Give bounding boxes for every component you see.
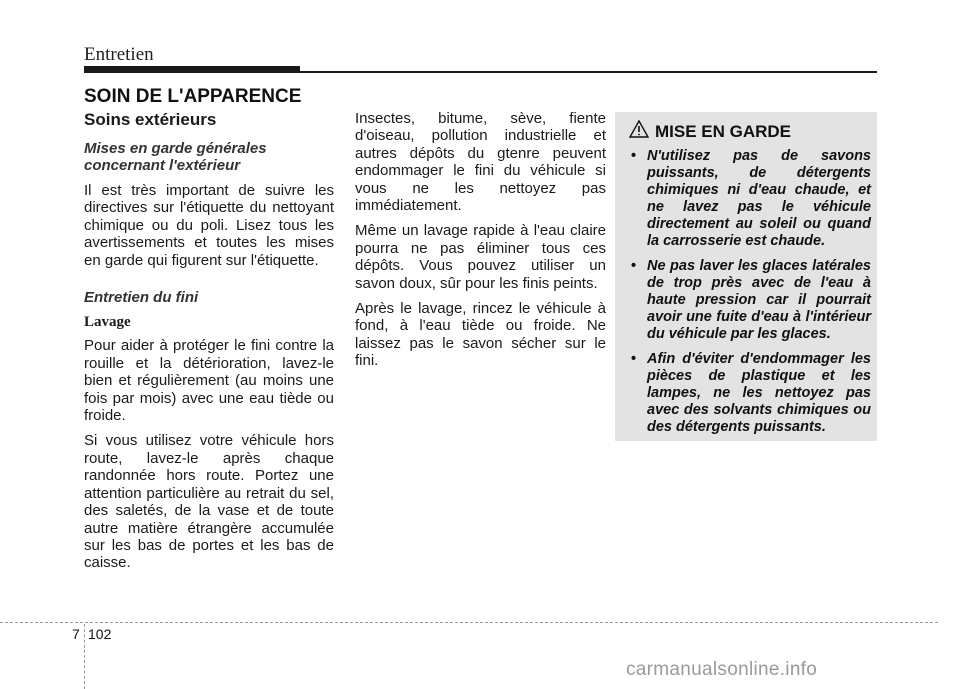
caution-item: • N'utilisez pas de savons puissants, de détergents chimiques ni d'eau chaude, et ne lavez pas le véhicule directement au soleil ou quand la carrosserie est chaude. [631, 148, 871, 249]
chapter-number: 7 [72, 626, 80, 642]
column-middle [355, 110, 606, 378]
paragraph-rinse: Après le lavage, rincez le véhicule à fond, à l'eau tiède ou froide. Ne laissez pas le savon sécher sur le fini. [355, 300, 606, 370]
header-title: Entretien [84, 44, 154, 65]
caution-header [629, 120, 791, 143]
paragraph-general-cautions: Il est très important de suivre les directives sur l'étiquette du nettoyant chimique ou du poli. Lisez tous les avertissements et toutes les mises en garde qui figurent sur l'étiquette. [84, 182, 334, 269]
section-title: SOIN DE L'APPARENCE [84, 86, 302, 107]
caution-item: • Afin d'éviter d'endommager les pièces de plastique et les lampes, ne les nettoyez pas avec des solvants chimiques ou des détergents puissants. [631, 351, 871, 435]
warning-triangle-icon [629, 120, 655, 143]
heading-general-cautions: Mises en garde générales concernant l'extérieur [84, 140, 267, 174]
footer-vertical-divider [84, 624, 85, 689]
footer-divider [0, 622, 938, 623]
caution-item: • Ne pas laver les glaces latérales de trop près avec de l'eau à haute pression car il pourrait avoir une fuite d'eau à l'intérieur du véhicule par les glaces. [631, 258, 871, 342]
caution-title: MISE EN GARDE [655, 121, 792, 141]
watermark: carmanualsonline.info [626, 659, 818, 680]
heading-finish-care: Entretien du fini [84, 289, 199, 307]
caution-list [627, 148, 871, 444]
paragraph-washing-1: Pour aider à protéger le fini contre la rouille et la détérioration, lavez-le bien et régulièrement (au moins une fois par mois) avec une eau tiède ou froide. [84, 337, 334, 425]
caution-box [615, 112, 877, 441]
header-bar [84, 66, 300, 73]
paragraph-quick-wash: Même un lavage rapide à l'eau claire pourra ne pas éliminer tous ces dépôts. Vous pouvez utiliser un savon doux, sûr pour les finis peints. [355, 222, 606, 292]
header-rule [300, 71, 877, 73]
column-left [84, 110, 334, 580]
paragraph-washing-2: Si vous utilisez votre véhicule hors route, lavez-le après chaque randonnée hors route. Portez une attention particulière au retrait du sel, des saletés, de la vase et de toute autre matière étrangère accumulée sur les bas de portes et les bas de caisse. [84, 432, 334, 572]
paragraph-deposits: Insectes, bitume, sève, fiente d'oiseau, pollution industrielle et autres dépôts du gtenre peuvent endommager le fini du véhicule si vous ne les nettoyez pas immédiatement. [355, 110, 606, 215]
page-number: 102 [88, 626, 112, 642]
label-washing: Lavage [84, 314, 131, 331]
subhead-exterior-care: Soins extérieurs [84, 110, 217, 129]
